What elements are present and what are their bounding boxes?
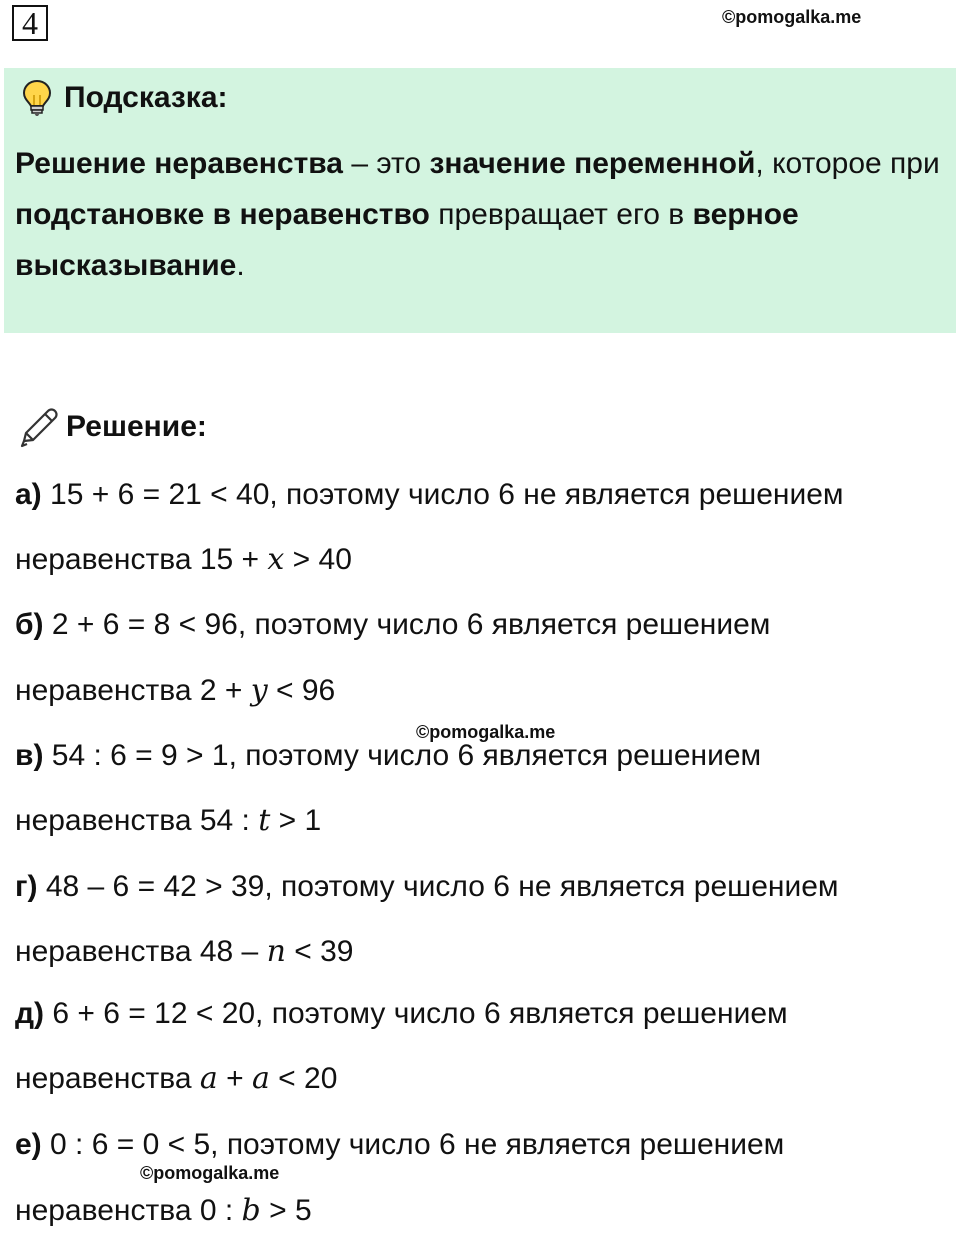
watermark-top: ©pomogalka.me (722, 7, 862, 27)
item-calc: 15 + 6 = 21 < 40, поэтому число 6 не является решением (41, 478, 844, 511)
ineq-prefix: неравенства (15, 1062, 200, 1095)
item-label: а) (15, 478, 42, 511)
lightbulb-icon (22, 79, 52, 117)
solution-line (15, 803, 321, 839)
ineq-prefix: неравенства 2 + (15, 674, 251, 707)
item-label: б) (15, 608, 44, 641)
item-label: д) (15, 997, 45, 1030)
solution-line (15, 542, 352, 578)
solution-line (15, 477, 844, 513)
hint-part: значение переменной (429, 147, 756, 180)
solution-line (15, 738, 761, 774)
ineq-prefix: неравенства 54 : (15, 804, 259, 837)
solution-line (15, 1061, 337, 1097)
item-calc: 6 + 6 = 12 < 20, поэтому число 6 является решением (44, 997, 788, 1030)
variable: a (251, 1061, 270, 1096)
item-label: е) (15, 1128, 42, 1161)
ineq-suffix: > 1 (270, 804, 322, 837)
solution-line (15, 934, 353, 970)
variable: a (199, 1061, 218, 1096)
hint-part: превращает его в (429, 198, 693, 231)
item-calc: 54 : 6 = 9 > 1, поэтому число 6 является решением (43, 739, 762, 772)
item-calc: 2 + 6 = 8 < 96, поэтому число 6 является решением (43, 608, 771, 641)
task-number: 4 (12, 5, 48, 41)
variable: y (250, 673, 268, 708)
item-calc: 0 : 6 = 0 < 5, поэтому число 6 не является решением (41, 1128, 785, 1161)
ineq-suffix: < 96 (267, 674, 336, 707)
ineq-suffix: > 5 (260, 1194, 312, 1227)
hint-box (4, 68, 956, 333)
hint-part: . (236, 249, 245, 282)
watermark-bottom: ©pomogalka.me (140, 1163, 280, 1183)
hint-title-text: Подсказка: (64, 81, 228, 114)
pencil-icon (16, 405, 60, 449)
ineq-prefix: неравенства 15 + (15, 543, 268, 576)
hint-part: , которое при (755, 147, 940, 180)
solution-title (16, 405, 207, 449)
solution-title-text: Решение: (66, 410, 207, 443)
hint-part: Решение неравенства (15, 147, 343, 180)
hint-title (22, 78, 228, 118)
solution-line (15, 869, 839, 905)
item-calc: 48 – 6 = 42 > 39, поэтому число 6 не является решением (37, 870, 839, 903)
variable: x (267, 542, 285, 577)
hint-part: подстановке в неравенство (15, 198, 430, 231)
hint-text (15, 138, 950, 291)
ineq-suffix: > 40 (284, 543, 352, 576)
watermark-middle: ©pomogalka.me (416, 722, 556, 742)
ineq-prefix: неравенства 0 : (15, 1194, 242, 1227)
ineq-prefix: неравенства 48 – (15, 935, 267, 968)
item-label: в) (15, 739, 44, 772)
hint-part: – это (343, 147, 430, 180)
ineq-mid: + (217, 1062, 252, 1095)
ineq-suffix: < 20 (269, 1062, 338, 1095)
solution-line (15, 1127, 784, 1163)
solution-line (15, 996, 788, 1032)
ineq-suffix: < 39 (285, 935, 354, 968)
variable: n (266, 934, 286, 969)
solution-line (15, 1193, 312, 1229)
solution-line (15, 673, 335, 709)
hint-part: верное высказывание (15, 198, 799, 282)
item-label: г) (15, 870, 38, 903)
solution-line (15, 607, 770, 643)
variable: t (258, 803, 271, 838)
variable: b (241, 1193, 261, 1228)
